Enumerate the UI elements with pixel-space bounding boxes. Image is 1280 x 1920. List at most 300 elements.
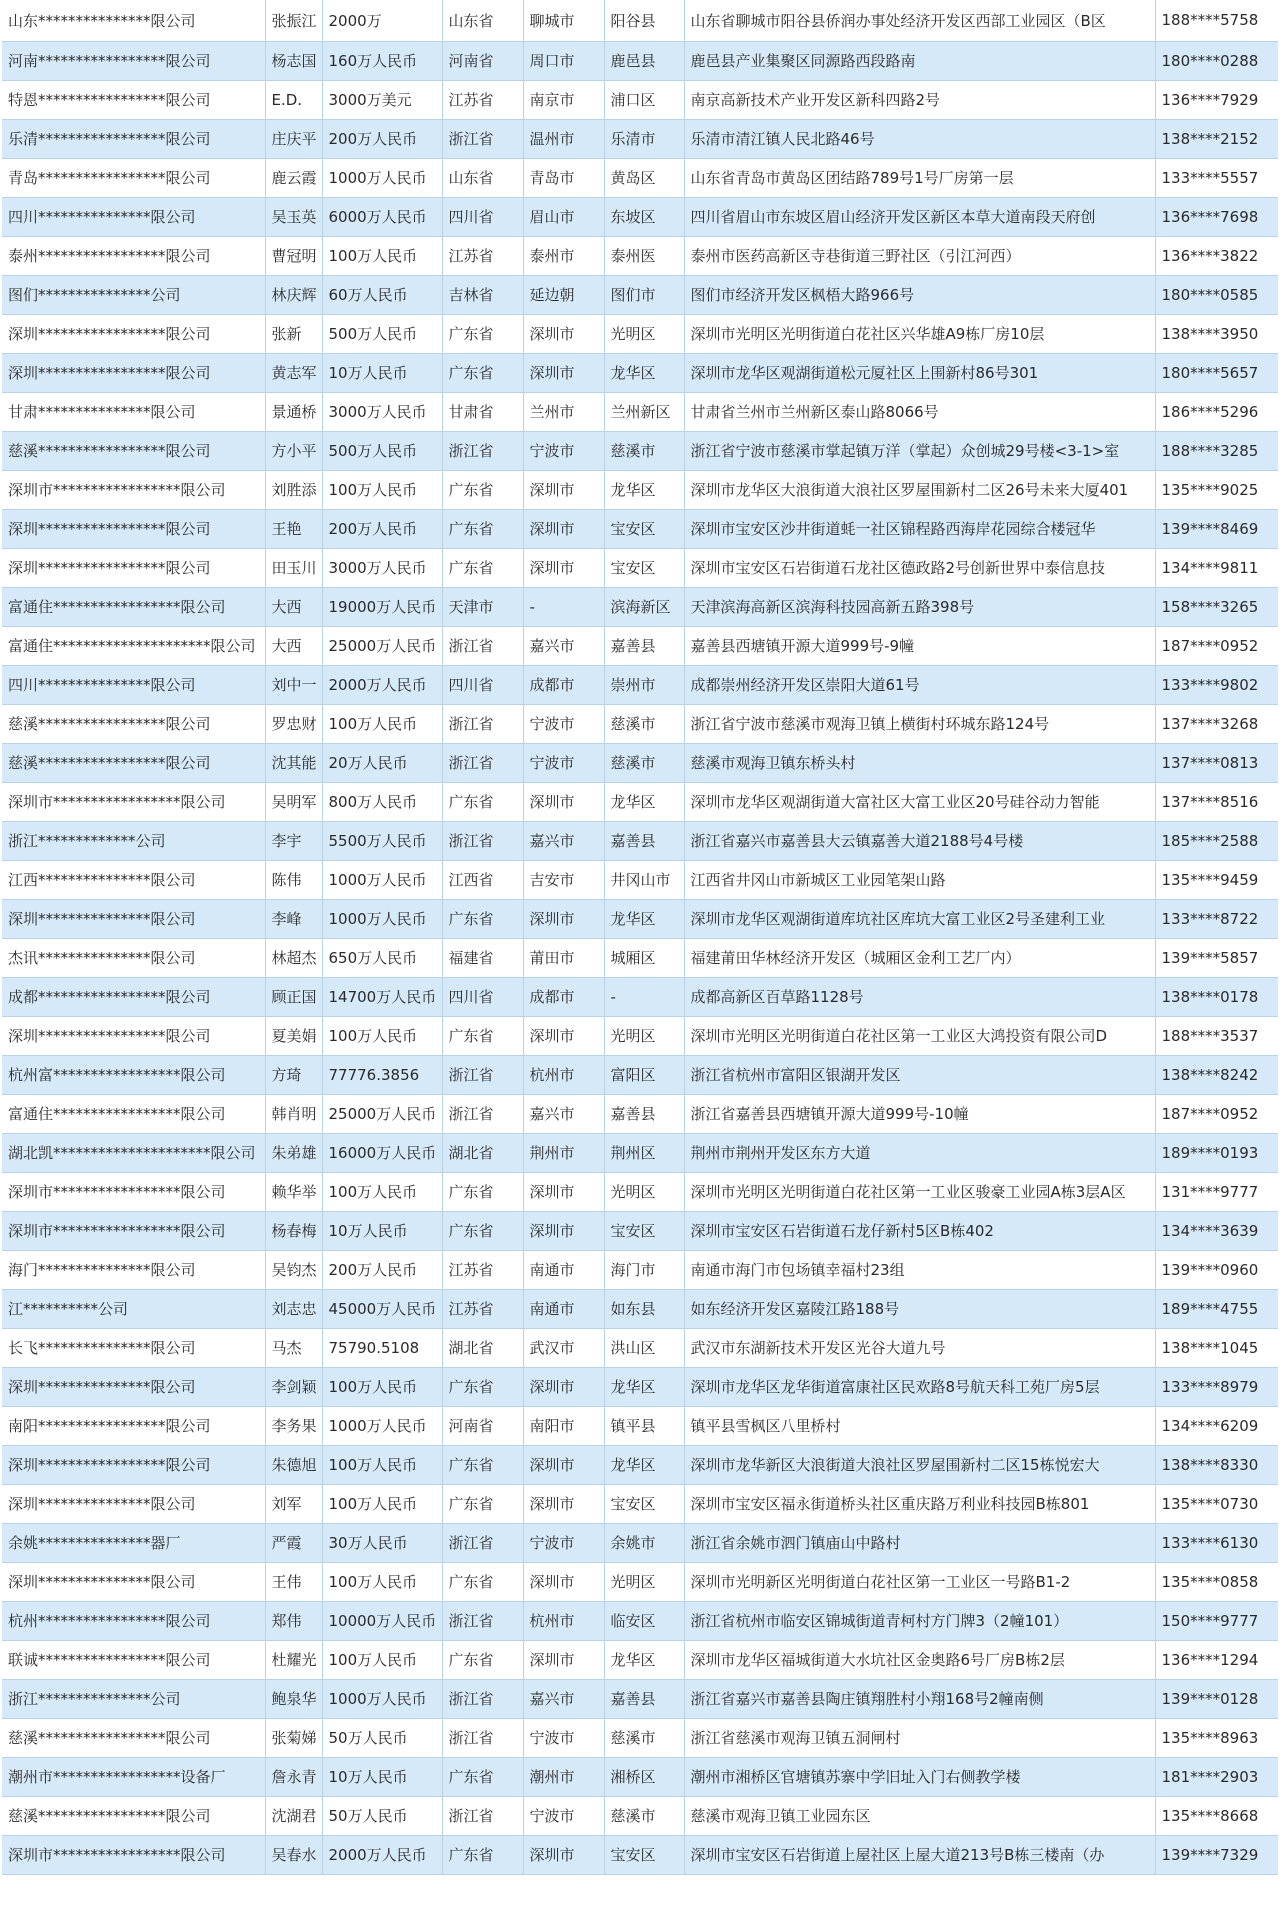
district-cell: 荆州区 [604,1133,684,1172]
phone-cell: 180****5657 [1155,353,1278,392]
city-cell: 荆州市 [523,1133,604,1172]
province-cell: 广东省 [442,470,523,509]
city-cell: 嘉兴市 [523,626,604,665]
table-row [2,197,1278,236]
registered-capital-cell: 1000万人民币 [322,1406,442,1445]
address-cell: 南通市海门市包场镇幸福村23组 [684,1250,1155,1289]
registered-capital-cell: 50万人民币 [322,1796,442,1835]
legal-rep-cell: 吴玉英 [265,197,322,236]
city-cell: 深圳市 [523,1172,604,1211]
table-row [2,1679,1278,1718]
phone-cell: 187****0952 [1155,626,1278,665]
district-cell: 慈溪市 [604,1718,684,1757]
city-cell: 宁波市 [523,1796,604,1835]
registered-capital-cell: 1000万人民币 [322,1679,442,1718]
address-cell: 嘉善县西塘镇开源大道999号-9幢 [684,626,1155,665]
phone-cell: 136****7698 [1155,197,1278,236]
legal-rep-cell: 吴钧杰 [265,1250,322,1289]
registered-capital-cell: 50万人民币 [322,1718,442,1757]
company-name-cell: 杭州富*****************限公司 [2,1055,265,1094]
registered-capital-cell: 2000万人民币 [322,1835,442,1874]
district-cell: 鹿邑县 [604,41,684,80]
company-name-cell: 图们***************公司 [2,275,265,314]
city-cell: 兰州市 [523,392,604,431]
city-cell: 眉山市 [523,197,604,236]
legal-rep-cell: 景通桥 [265,392,322,431]
table-row [2,1835,1278,1874]
district-cell: 富阳区 [604,1055,684,1094]
registered-capital-cell: 20万人民币 [322,743,442,782]
district-cell: 光明区 [604,314,684,353]
address-cell: 深圳市光明新区光明街道白花社区第一工业区一号路B1-2 [684,1562,1155,1601]
city-cell: 南京市 [523,80,604,119]
city-cell: 莆田市 [523,938,604,977]
phone-cell: 181****2903 [1155,1757,1278,1796]
registered-capital-cell: 500万人民币 [322,314,442,353]
registered-capital-cell: 1000万人民币 [322,860,442,899]
company-name-cell: 四川***************限公司 [2,665,265,704]
phone-cell: 150****9777 [1155,1601,1278,1640]
company-name-cell: 成都*****************限公司 [2,977,265,1016]
legal-rep-cell: 朱弟雄 [265,1133,322,1172]
company-name-cell: 特恩*****************限公司 [2,80,265,119]
district-cell: - [604,977,684,1016]
city-cell: 嘉兴市 [523,1094,604,1133]
city-cell: 深圳市 [523,1211,604,1250]
table-row [2,1094,1278,1133]
province-cell: 广东省 [442,1016,523,1055]
address-cell: 深圳市龙华区观湖街道大富社区大富工业区20号硅谷动力智能 [684,782,1155,821]
registered-capital-cell: 200万人民币 [322,509,442,548]
address-cell: 浙江省嘉善县西塘镇开源大道999号-10幢 [684,1094,1155,1133]
phone-cell: 138****0178 [1155,977,1278,1016]
address-cell: 浙江省宁波市慈溪市观海卫镇上横街村环城东路124号 [684,704,1155,743]
district-cell: 崇州市 [604,665,684,704]
table-row [2,1757,1278,1796]
address-cell: 如东经济开发区嘉陵江路188号 [684,1289,1155,1328]
registered-capital-cell: 1000万人民币 [322,158,442,197]
phone-cell: 187****0952 [1155,1094,1278,1133]
registered-capital-cell: 19000万人民币 [322,587,442,626]
district-cell: 嘉善县 [604,821,684,860]
district-cell: 兰州新区 [604,392,684,431]
province-cell: 广东省 [442,1172,523,1211]
city-cell: 深圳市 [523,470,604,509]
company-name-cell: 江西***************限公司 [2,860,265,899]
table-row [2,743,1278,782]
address-cell: 深圳市光明区光明街道白花社区兴华雄A9栋厂房10层 [684,314,1155,353]
company-name-cell: 慈溪*****************限公司 [2,1796,265,1835]
phone-cell: 138****3950 [1155,314,1278,353]
company-name-cell: 深圳*****************限公司 [2,314,265,353]
district-cell: 龙华区 [604,782,684,821]
table-row [2,1016,1278,1055]
province-cell: 江苏省 [442,1289,523,1328]
registered-capital-cell: 500万人民币 [322,431,442,470]
registered-capital-cell: 30万人民币 [322,1523,442,1562]
district-cell: 嘉善县 [604,1679,684,1718]
legal-rep-cell: 夏美娟 [265,1016,322,1055]
legal-rep-cell: 曹冠明 [265,236,322,275]
district-cell: 龙华区 [604,1640,684,1679]
legal-rep-cell: 朱德旭 [265,1445,322,1484]
registered-capital-cell: 10000万人民币 [322,1601,442,1640]
company-name-cell: 杰讯***************限公司 [2,938,265,977]
city-cell: 南通市 [523,1289,604,1328]
province-cell: 广东省 [442,1640,523,1679]
legal-rep-cell: 吴春水 [265,1835,322,1874]
company-name-cell: 深圳市*****************限公司 [2,782,265,821]
table-row [2,1601,1278,1640]
district-cell: 宝安区 [604,1484,684,1523]
registered-capital-cell: 77776.3856 [322,1055,442,1094]
phone-cell: 139****0128 [1155,1679,1278,1718]
legal-rep-cell: 詹永青 [265,1757,322,1796]
province-cell: 广东省 [442,782,523,821]
table-row [2,275,1278,314]
province-cell: 浙江省 [442,1679,523,1718]
registered-capital-cell: 1000万人民币 [322,899,442,938]
legal-rep-cell: 王伟 [265,1562,322,1601]
table-row [2,977,1278,1016]
address-cell: 乐清市清江镇人民北路46号 [684,119,1155,158]
registered-capital-cell: 2000万人民币 [322,665,442,704]
table-row [2,782,1278,821]
phone-cell: 136****1294 [1155,1640,1278,1679]
city-cell: 泰州市 [523,236,604,275]
legal-rep-cell: 鹿云霞 [265,158,322,197]
phone-cell: 135****9459 [1155,860,1278,899]
company-name-cell: 联诚*****************限公司 [2,1640,265,1679]
address-cell: 山东省青岛市黄岛区团结路789号1号厂房第一层 [684,158,1155,197]
legal-rep-cell: 王艳 [265,509,322,548]
city-cell: 聊城市 [523,0,604,41]
province-cell: 浙江省 [442,1094,523,1133]
legal-rep-cell: 罗忠财 [265,704,322,743]
table-row [2,587,1278,626]
address-cell: 浙江省杭州市临安区锦城街道青柯村方门牌3（2幢101） [684,1601,1155,1640]
company-name-cell: 慈溪*****************限公司 [2,431,265,470]
city-cell: 嘉兴市 [523,1679,604,1718]
province-cell: 山东省 [442,158,523,197]
city-cell: 宁波市 [523,431,604,470]
legal-rep-cell: 张菊娣 [265,1718,322,1757]
table-row [2,353,1278,392]
phone-cell: 180****0585 [1155,275,1278,314]
legal-rep-cell: 李峰 [265,899,322,938]
phone-cell: 186****5296 [1155,392,1278,431]
company-name-cell: 深圳***************限公司 [2,1562,265,1601]
city-cell: 嘉兴市 [523,821,604,860]
phone-cell: 137****8516 [1155,782,1278,821]
district-cell: 临安区 [604,1601,684,1640]
phone-cell: 133****9802 [1155,665,1278,704]
legal-rep-cell: 吴明军 [265,782,322,821]
district-cell: 龙华区 [604,470,684,509]
address-cell: 浙江省杭州市富阳区银湖开发区 [684,1055,1155,1094]
address-cell: 深圳市光明区光明街道白花社区第一工业区骏豪工业园A栋3层A区 [684,1172,1155,1211]
legal-rep-cell: 大西 [265,626,322,665]
city-cell: - [523,587,604,626]
phone-cell: 134****6209 [1155,1406,1278,1445]
legal-rep-cell: 林庆辉 [265,275,322,314]
address-cell: 图们市经济开发区枫梧大路966号 [684,275,1155,314]
address-cell: 深圳市宝安区沙井街道蚝一社区锦程路西海岸花园综合楼冠华 [684,509,1155,548]
phone-cell: 134****3639 [1155,1211,1278,1250]
province-cell: 浙江省 [442,626,523,665]
registered-capital-cell: 160万人民币 [322,41,442,80]
city-cell: 周口市 [523,41,604,80]
table-row [2,548,1278,587]
district-cell: 龙华区 [604,899,684,938]
city-cell: 深圳市 [523,509,604,548]
legal-rep-cell: 鲍泉华 [265,1679,322,1718]
company-name-cell: 海门***************限公司 [2,1250,265,1289]
phone-cell: 138****8242 [1155,1055,1278,1094]
registered-capital-cell: 100万人民币 [322,1172,442,1211]
city-cell: 深圳市 [523,548,604,587]
phone-cell: 189****4755 [1155,1289,1278,1328]
company-name-cell: 慈溪*****************限公司 [2,1718,265,1757]
legal-rep-cell: 林超杰 [265,938,322,977]
city-cell: 潮州市 [523,1757,604,1796]
district-cell: 洪山区 [604,1328,684,1367]
address-cell: 浙江省嘉兴市嘉善县大云镇嘉善大道2188号4号楼 [684,821,1155,860]
legal-rep-cell: 李务果 [265,1406,322,1445]
table-row [2,938,1278,977]
address-cell: 甘肃省兰州市兰州新区泰山路8066号 [684,392,1155,431]
registered-capital-cell: 650万人民币 [322,938,442,977]
province-cell: 湖北省 [442,1328,523,1367]
table-row [2,626,1278,665]
district-cell: 光明区 [604,1172,684,1211]
registered-capital-cell: 100万人民币 [322,1640,442,1679]
city-cell: 宁波市 [523,1718,604,1757]
phone-cell: 188****3285 [1155,431,1278,470]
province-cell: 广东省 [442,1484,523,1523]
company-name-cell: 深圳***************限公司 [2,1484,265,1523]
legal-rep-cell: 郑伟 [265,1601,322,1640]
table-row [2,236,1278,275]
city-cell: 深圳市 [523,899,604,938]
address-cell: 潮州市湘桥区官塘镇苏寨中学旧址入门右侧教学楼 [684,1757,1155,1796]
province-cell: 浙江省 [442,743,523,782]
phone-cell: 180****0288 [1155,41,1278,80]
district-cell: 光明区 [604,1016,684,1055]
phone-cell: 136****7929 [1155,80,1278,119]
registered-capital-cell: 100万人民币 [322,1016,442,1055]
legal-rep-cell: 李剑颖 [265,1367,322,1406]
phone-cell: 133****6130 [1155,1523,1278,1562]
province-cell: 广东省 [442,899,523,938]
province-cell: 广东省 [442,314,523,353]
city-cell: 武汉市 [523,1328,604,1367]
district-cell: 黄岛区 [604,158,684,197]
district-cell: 井冈山市 [604,860,684,899]
district-cell: 嘉善县 [604,1094,684,1133]
registered-capital-cell: 100万人民币 [322,1484,442,1523]
phone-cell: 133****8979 [1155,1367,1278,1406]
city-cell: 深圳市 [523,1367,604,1406]
table-row [2,314,1278,353]
table-row [2,1445,1278,1484]
address-cell: 深圳市龙华区龙华街道富康社区民欢路8号航天科工苑厂房5层 [684,1367,1155,1406]
phone-cell: 188****5758 [1155,0,1278,41]
company-name-cell: 南阳*****************限公司 [2,1406,265,1445]
legal-rep-cell: 陈伟 [265,860,322,899]
province-cell: 四川省 [442,197,523,236]
address-cell: 深圳市宝安区石岩街道石龙仔新村5区B栋402 [684,1211,1155,1250]
city-cell: 杭州市 [523,1055,604,1094]
registered-capital-cell: 45000万人民币 [322,1289,442,1328]
registered-capital-cell: 75790.5108 [322,1328,442,1367]
company-name-cell: 四川***************限公司 [2,197,265,236]
table-row [2,0,1278,41]
address-cell: 深圳市龙华区福城街道大水坑社区金奥路6号厂房B栋2层 [684,1640,1155,1679]
legal-rep-cell: 赖华举 [265,1172,322,1211]
legal-rep-cell: 黄志军 [265,353,322,392]
registered-capital-cell: 2000万 [322,0,442,41]
registered-capital-cell: 100万人民币 [322,470,442,509]
table-row [2,821,1278,860]
registered-capital-cell: 100万人民币 [322,1445,442,1484]
legal-rep-cell: 刘胜添 [265,470,322,509]
table-row [2,665,1278,704]
phone-cell: 135****0858 [1155,1562,1278,1601]
legal-rep-cell: 大西 [265,587,322,626]
table-row [2,1055,1278,1094]
district-cell: 慈溪市 [604,743,684,782]
company-name-cell: 甘肃***************限公司 [2,392,265,431]
province-cell: 广东省 [442,509,523,548]
legal-rep-cell: 马杰 [265,1328,322,1367]
company-name-cell: 潮州市*****************设备厂 [2,1757,265,1796]
registered-capital-cell: 10万人民币 [322,353,442,392]
phone-cell: 139****7329 [1155,1835,1278,1874]
phone-cell: 189****0193 [1155,1133,1278,1172]
company-name-cell: 浙江***************公司 [2,1679,265,1718]
city-cell: 深圳市 [523,1445,604,1484]
city-cell: 深圳市 [523,1835,604,1874]
legal-rep-cell: 方小平 [265,431,322,470]
registered-capital-cell: 3000万人民币 [322,548,442,587]
table-row [2,1367,1278,1406]
table-row [2,1172,1278,1211]
address-cell: 深圳市龙华区大浪街道大浪社区罗屋围新村二区26号未来大厦401 [684,470,1155,509]
city-cell: 温州市 [523,119,604,158]
province-cell: 四川省 [442,977,523,1016]
legal-rep-cell: 庄庆平 [265,119,322,158]
province-cell: 浙江省 [442,1718,523,1757]
province-cell: 浙江省 [442,431,523,470]
address-cell: 浙江省慈溪市观海卫镇五洞闸村 [684,1718,1155,1757]
company-name-cell: 河南*****************限公司 [2,41,265,80]
company-name-cell: 富通住*****************限公司 [2,587,265,626]
phone-cell: 158****3265 [1155,587,1278,626]
city-cell: 深圳市 [523,1484,604,1523]
phone-cell: 137****3268 [1155,704,1278,743]
city-cell: 深圳市 [523,314,604,353]
province-cell: 广东省 [442,1562,523,1601]
company-name-cell: 富通住*********************限公司 [2,626,265,665]
phone-cell: 133****8722 [1155,899,1278,938]
registered-capital-cell: 10万人民币 [322,1211,442,1250]
district-cell: 浦口区 [604,80,684,119]
address-cell: 慈溪市观海卫镇工业园东区 [684,1796,1155,1835]
registered-capital-cell: 100万人民币 [322,1367,442,1406]
registered-capital-cell: 3000万美元 [322,80,442,119]
table-row [2,1523,1278,1562]
registered-capital-cell: 100万人民币 [322,236,442,275]
city-cell: 宁波市 [523,743,604,782]
district-cell: 嘉善县 [604,626,684,665]
province-cell: 浙江省 [442,1796,523,1835]
city-cell: 深圳市 [523,353,604,392]
table-row [2,1796,1278,1835]
legal-rep-cell: 张振江 [265,0,322,41]
table-row [2,1211,1278,1250]
table-row [2,41,1278,80]
phone-cell: 188****3537 [1155,1016,1278,1055]
address-cell: 浙江省嘉兴市嘉善县陶庄镇翔胜村小翔168号2幢南侧 [684,1679,1155,1718]
province-cell: 甘肃省 [442,392,523,431]
registered-capital-cell: 10万人民币 [322,1757,442,1796]
province-cell: 浙江省 [442,1055,523,1094]
company-name-cell: 乐清*****************限公司 [2,119,265,158]
address-cell: 福建莆田华林经济开发区（城厢区金利工艺厂内） [684,938,1155,977]
district-cell: 宝安区 [604,1835,684,1874]
table-row [2,860,1278,899]
district-cell: 宝安区 [604,509,684,548]
district-cell: 城厢区 [604,938,684,977]
table-row [2,1133,1278,1172]
district-cell: 慈溪市 [604,431,684,470]
city-cell: 深圳市 [523,782,604,821]
legal-rep-cell: 刘志忠 [265,1289,322,1328]
company-name-cell: 深圳*****************限公司 [2,353,265,392]
legal-rep-cell: 严霞 [265,1523,322,1562]
table-row [2,158,1278,197]
company-name-cell: 深圳市*****************限公司 [2,1211,265,1250]
registered-capital-cell: 16000万人民币 [322,1133,442,1172]
registered-capital-cell: 25000万人民币 [322,626,442,665]
table-row [2,1640,1278,1679]
legal-rep-cell: 韩肖明 [265,1094,322,1133]
company-name-cell: 青岛*****************限公司 [2,158,265,197]
city-cell: 南通市 [523,1250,604,1289]
address-cell: 深圳市宝安区石岩街道上屋社区上屋大道213号B栋三楼南（办 [684,1835,1155,1874]
legal-rep-cell: 刘军 [265,1484,322,1523]
table-row [2,470,1278,509]
phone-cell: 185****2588 [1155,821,1278,860]
company-name-cell: 深圳市*****************限公司 [2,1835,265,1874]
company-name-cell: 江**********公司 [2,1289,265,1328]
province-cell: 山东省 [442,0,523,41]
registered-capital-cell: 200万人民币 [322,1250,442,1289]
province-cell: 广东省 [442,1835,523,1874]
company-name-cell: 深圳***************限公司 [2,899,265,938]
city-cell: 成都市 [523,977,604,1016]
address-cell: 天津滨海高新区滨海科技园高新五路398号 [684,587,1155,626]
province-cell: 河南省 [442,41,523,80]
district-cell: 东坡区 [604,197,684,236]
province-cell: 浙江省 [442,119,523,158]
registered-capital-cell: 60万人民币 [322,275,442,314]
table-row [2,80,1278,119]
province-cell: 广东省 [442,1211,523,1250]
province-cell: 湖北省 [442,1133,523,1172]
company-name-cell: 深圳*****************限公司 [2,509,265,548]
